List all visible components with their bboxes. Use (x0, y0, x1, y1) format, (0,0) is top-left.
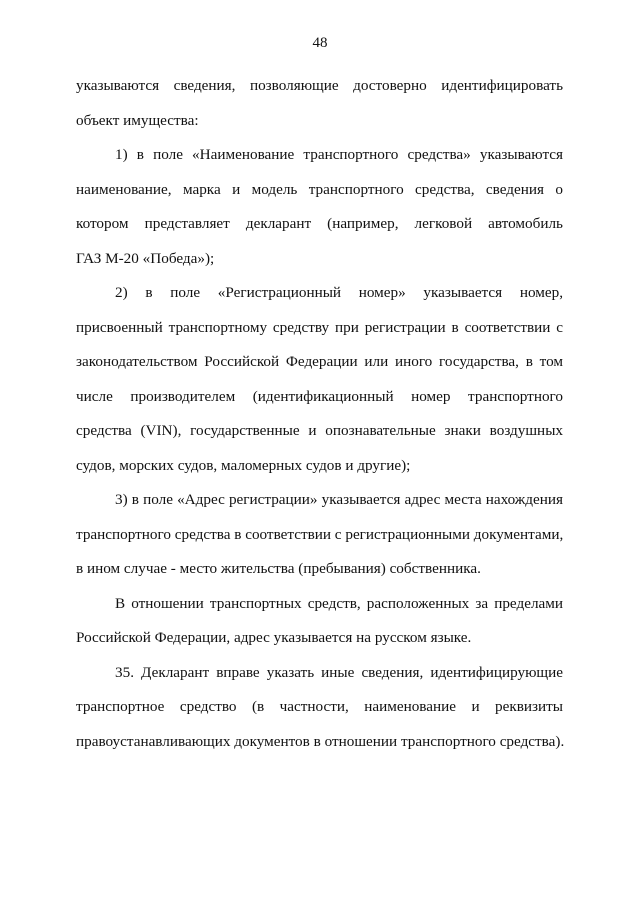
text-line: 2) в поле «Регистрационный номер» указывается номер, (115, 284, 563, 301)
text-line: В отношении транспортных средств, расположенных за пределами (115, 594, 563, 612)
text-line: правоустанавливающих документов в отношении транспортного средства). (76, 732, 565, 750)
text-line: указываются сведения, позволяющие достоверно идентифицировать (76, 77, 563, 94)
text-line: числе производителем (идентификационный номер транспортного (76, 387, 563, 405)
paragraph-35 (76, 656, 563, 760)
text-line: ГАЗ М-20 «Победа»); (76, 249, 215, 267)
paragraph-intro (76, 69, 563, 138)
text-line: средства (VIN), государственные и опознавательные знаки воздушных (76, 422, 563, 439)
text-line: транспортного средства в соответствии с регистрационными документами, (76, 525, 564, 543)
page-number: 48 (312, 35, 328, 51)
text-line: 3) в поле «Адрес регистрации» указывается адрес места нахождения (115, 491, 563, 508)
paragraph-item-3 (76, 483, 563, 587)
text-line: котором представляет декларант (например, легковой автомобиль (76, 215, 563, 232)
text-line: Российской Федерации, адрес указывается на русском языке. (76, 629, 472, 646)
paragraph-item-1 (76, 138, 563, 276)
document-body (76, 69, 563, 759)
text-line: 1) в поле «Наименование транспортного средства» указываются (115, 146, 563, 163)
paragraph-foreign-address (76, 587, 563, 656)
text-line: транспортное средство (в частности, наименование и реквизиты (76, 698, 563, 715)
text-line: законодательством Российской Федерации или иного государства, в том (76, 353, 563, 370)
text-line: 35. Декларант вправе указать иные сведения, идентифицирующие (115, 663, 563, 681)
paragraph-item-2 (76, 276, 563, 483)
text-line: в ином случае - место жительства (пребывания) собственника. (76, 560, 481, 577)
text-line: наименование, марка и модель транспортного средства, сведения о (76, 180, 563, 198)
text-line: судов, морских судов, маломерных судов и другие); (76, 456, 411, 474)
text-line: объект имущества: (76, 111, 199, 129)
text-line: присвоенный транспортному средству при регистрации в соответствии с (76, 318, 563, 336)
